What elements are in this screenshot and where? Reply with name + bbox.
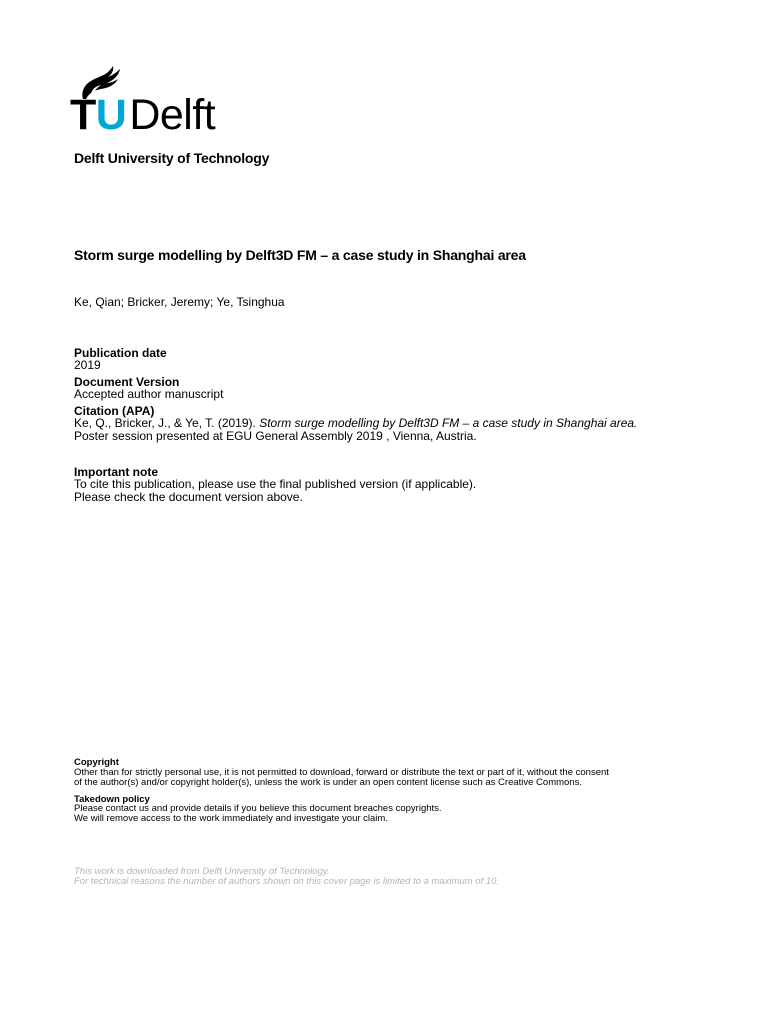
footer-note-line-1: This work is downloaded from Delft University of Technology.: [74, 866, 330, 877]
citation-line-2: Poster session presented at EGU General Assembly 2019 , Vienna, Austria.: [74, 429, 477, 443]
university-name: Delft University of Technology: [74, 150, 270, 166]
important-note-label: Important note: [74, 465, 158, 479]
takedown-label: Takedown policy: [74, 794, 150, 805]
publication-date-value: 2019: [74, 358, 101, 372]
takedown-line-2: We will remove access to the work immediately and investigate your claim.: [74, 813, 388, 824]
authors: Ke, Qian; Bricker, Jeremy; Ye, Tsinghua: [74, 295, 285, 309]
important-note-line-2: Please check the document version above.: [74, 490, 303, 504]
document-title: Storm surge modelling by Delft3D FM – a case study in Shanghai area: [74, 247, 526, 263]
logo-letter-u: U: [95, 91, 127, 139]
logo-letter-t: T: [70, 91, 96, 139]
copyright-line-1: Other than for strictly personal use, it is not permitted to download, forward or distribute the text or part of it, without the consent: [74, 767, 609, 778]
tu-delft-logo: [70, 66, 260, 138]
important-note-line-1: To cite this publication, please use the final published version (if applicable).: [74, 477, 477, 491]
citation-prefix: Ke, Q., Bricker, J., & Ye, T. (2019).: [74, 416, 260, 430]
footer-note-line-2: For technical reasons the number of authors shown on this cover page is limited to a maximum of 10.: [74, 876, 500, 887]
citation-label: Citation (APA): [74, 404, 155, 418]
document-version-value: Accepted author manuscript: [74, 387, 224, 401]
document-version-label: Document Version: [74, 375, 180, 389]
copyright-label: Copyright: [74, 757, 119, 768]
copyright-line-2: of the author(s) and/or copyright holder(s), unless the work is under an open content license such as Creative Commons.: [74, 777, 582, 788]
logo-wordmark: [70, 92, 215, 138]
logo-delft: Delft: [129, 91, 216, 139]
citation-title: Storm surge modelling by Delft3D FM – a case study in Shanghai area.: [259, 416, 638, 430]
takedown-line-1: Please contact us and provide details if you believe this document breaches copyrights.: [74, 803, 442, 814]
publication-date-label: Publication date: [74, 346, 167, 360]
